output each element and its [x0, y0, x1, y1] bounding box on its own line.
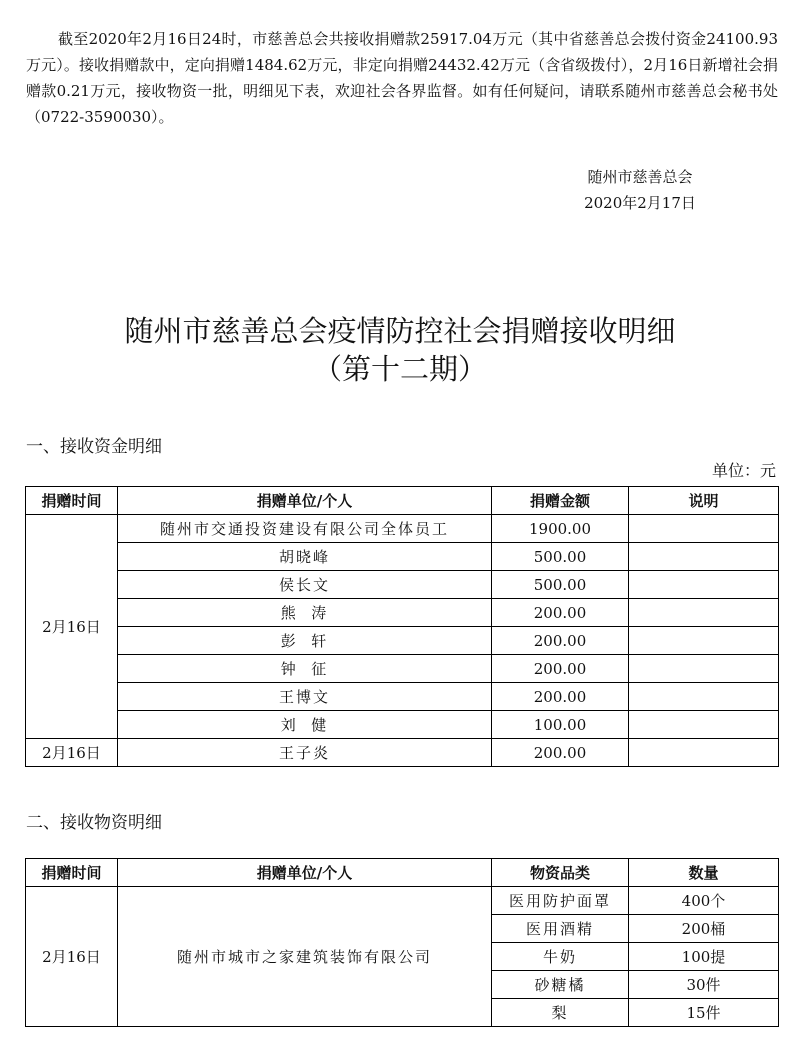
note-cell — [629, 515, 779, 543]
goods-header-category: 物资品类 — [492, 859, 629, 887]
title-line-1: 随州市慈善总会疫情防控社会捐赠接收明细 — [124, 314, 676, 348]
amount-cell: 200.00 — [492, 683, 629, 711]
note-cell — [629, 543, 779, 571]
donor-cell: 王博文 — [118, 683, 492, 711]
table-row — [26, 599, 779, 627]
funds-header-donor: 捐赠单位/个人 — [118, 487, 492, 515]
table-row — [26, 711, 779, 739]
intro-text — [26, 26, 778, 130]
goods-table — [25, 858, 779, 1027]
donor-cell: 随州市交通投资建设有限公司全体员工 — [118, 515, 492, 543]
goods-date: 2月16日 — [26, 887, 118, 1027]
amount-cell: 500.00 — [492, 543, 629, 571]
category-cell: 梨 — [492, 999, 629, 1027]
table-row — [26, 739, 779, 767]
note-cell — [629, 739, 779, 767]
amount-cell: 500.00 — [492, 571, 629, 599]
funds-header-amount: 捐赠金额 — [492, 487, 629, 515]
qty-cell: 200桶 — [629, 915, 779, 943]
signature-date: 2020年2月17日 — [584, 194, 696, 212]
funds-heading: 一、接收资金明细 — [26, 437, 162, 457]
category-cell: 医用酒精 — [492, 915, 629, 943]
donor-cell: 王子炎 — [118, 739, 492, 767]
donor-cell: 胡晓峰 — [118, 543, 492, 571]
date-cell: 2月16日 — [26, 739, 118, 767]
funds-unit: 单位：元 — [711, 461, 776, 480]
table-row — [26, 627, 779, 655]
category-cell: 医用防护面罩 — [492, 887, 629, 915]
title-line-2: （第十二期） — [312, 352, 487, 386]
table-row — [26, 683, 779, 711]
table-row — [26, 655, 779, 683]
category-cell: 牛奶 — [492, 943, 629, 971]
amount-cell: 200.00 — [492, 739, 629, 767]
amount-cell: 200.00 — [492, 627, 629, 655]
donor-cell: 侯长文 — [118, 571, 492, 599]
goods-header-donor: 捐赠单位/个人 — [118, 859, 492, 887]
amount-cell: 1900.00 — [492, 515, 629, 543]
amount-cell: 200.00 — [492, 599, 629, 627]
page-title — [0, 312, 800, 388]
qty-cell: 15件 — [629, 999, 779, 1027]
funds-header-note: 说明 — [629, 487, 779, 515]
goods-heading: 二、接收物资明细 — [26, 813, 162, 833]
goods-header-qty: 数量 — [629, 859, 779, 887]
amount-cell: 200.00 — [492, 655, 629, 683]
goods-header-row — [26, 859, 779, 887]
donor-cell: 彭 轩 — [118, 627, 492, 655]
signature-block — [560, 164, 720, 216]
goods-header-date: 捐赠时间 — [26, 859, 118, 887]
table-row — [26, 887, 779, 915]
table-row — [26, 571, 779, 599]
note-cell — [629, 571, 779, 599]
note-cell — [629, 711, 779, 739]
note-cell — [629, 599, 779, 627]
qty-cell: 400个 — [629, 887, 779, 915]
donor-cell: 刘 健 — [118, 711, 492, 739]
qty-cell: 30件 — [629, 971, 779, 999]
qty-cell: 100提 — [629, 943, 779, 971]
note-cell — [629, 655, 779, 683]
note-cell — [629, 683, 779, 711]
donor-cell: 钟 征 — [118, 655, 492, 683]
table-row — [26, 515, 779, 543]
table-row — [26, 543, 779, 571]
goods-donor: 随州市城市之家建筑装饰有限公司 — [118, 887, 492, 1027]
category-cell: 砂糖橘 — [492, 971, 629, 999]
funds-header-date: 捐赠时间 — [26, 487, 118, 515]
funds-header-row — [26, 487, 779, 515]
signature-org: 随州市慈善总会 — [587, 168, 693, 186]
amount-cell: 100.00 — [492, 711, 629, 739]
funds-table — [25, 486, 779, 767]
intro-paragraph: 截至2020年2月16日24时，市慈善总会共接收捐赠款25917.04万元（其中省慈善总会拨付资金24100.93万元）。接收捐赠款中，定向捐赠1484.62万元，非定向捐赠24432.42万元（含省级拨付），2月16日新增社会捐赠款0.21万元，接收物资一批，明细见下表，欢迎社会各界监督。如有任何疑问，请联系随州市慈善总会秘书处（0722-3590030）。 — [26, 30, 778, 126]
funds-group-date: 2月16日 — [26, 515, 118, 739]
donor-cell: 熊 涛 — [118, 599, 492, 627]
note-cell — [629, 627, 779, 655]
